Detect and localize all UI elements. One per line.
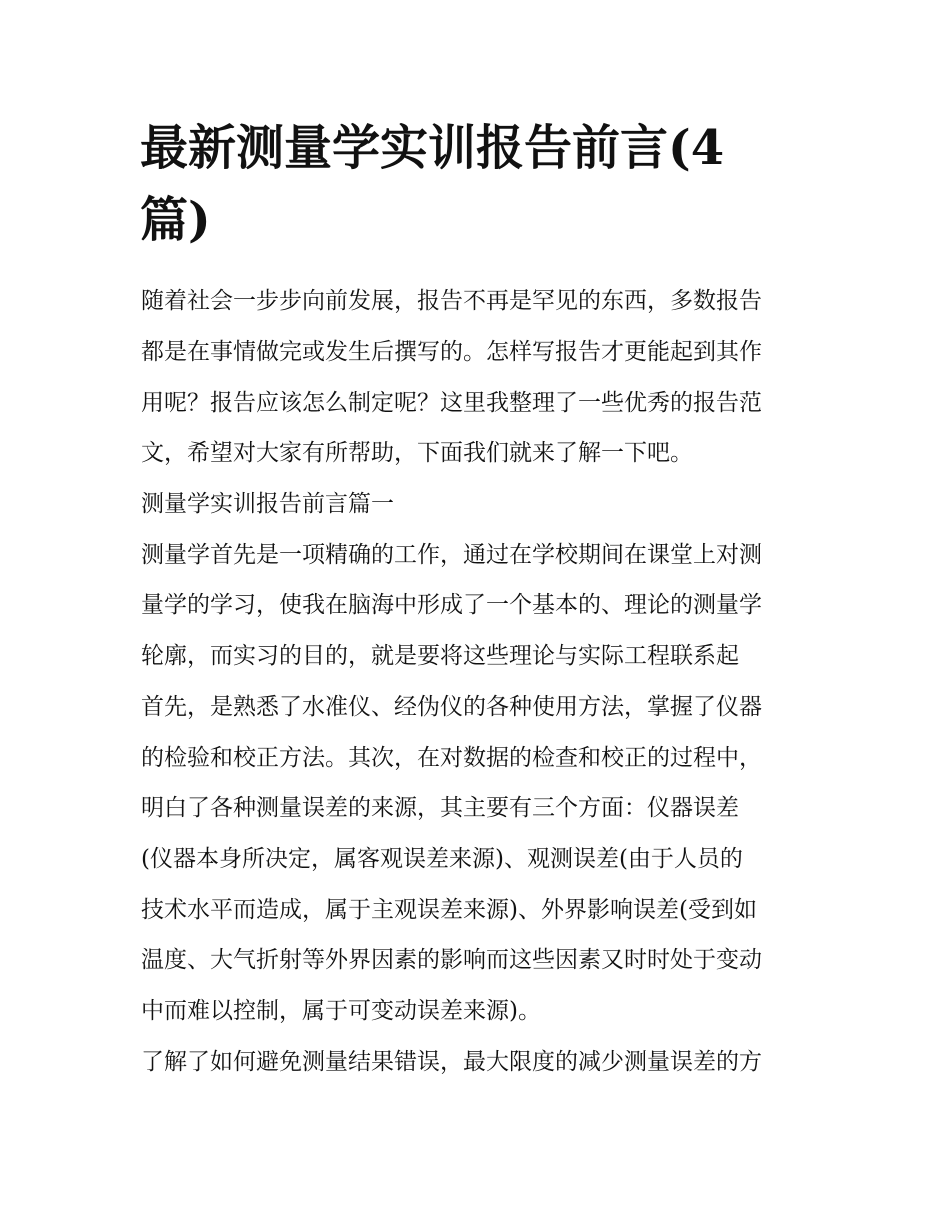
title-line-2: 篇) [140, 192, 211, 248]
body-line: 测量学首先是一项精确的工作，通过在学校期间在课堂上对测 [141, 542, 762, 568]
document-title [140, 112, 780, 256]
body-line: 了解了如何避免测量结果错误，最大限度的减少测量误差的方 [141, 1049, 762, 1075]
body-line: 量学的学习，使我在脑海中形成了一个基本的、理论的测量学 [141, 592, 762, 618]
section-heading: 测量学实训报告前言篇一 [141, 491, 394, 517]
body-line: 温度、大气折射等外界因素的影响而这些因素又时时处于变动 [141, 947, 762, 973]
intro-line: 随着社会一步步向前发展，报告不再是罕见的东西，多数报告 [141, 288, 762, 314]
intro-line: 都是在事情做完或发生后撰写的。怎样写报告才更能起到其作 [141, 339, 762, 365]
body-line: 轮廓，而实习的目的，就是要将这些理论与实际工程联系起 [141, 643, 739, 669]
body-line: 技术水平而造成，属于主观误差来源)、外界影响误差(受到如 [141, 897, 757, 923]
body-line: 的检验和校正方法。其次，在对数据的检查和校正的过程中， [141, 745, 762, 771]
body-line: 首先，是熟悉了水准仪、经伪仪的各种使用方法，掌握了仪器 [141, 694, 762, 720]
intro-line: 文，希望对大家有所帮助，下面我们就来了解一下吧。 [141, 440, 693, 466]
title-line-1: 最新测量学实训报告前言(4 [140, 120, 725, 176]
body-line: 中而难以控制，属于可变动误差来源)。 [141, 998, 541, 1024]
intro-line: 用呢？报告应该怎么制定呢？这里我整理了一些优秀的报告范 [141, 390, 762, 416]
body-line: 明白了各种测量误差的来源，其主要有三个方面：仪器误差 [141, 795, 739, 821]
body-line: (仪器本身所决定，属客观误差来源)、观测误差(由于人员的 [141, 846, 743, 872]
